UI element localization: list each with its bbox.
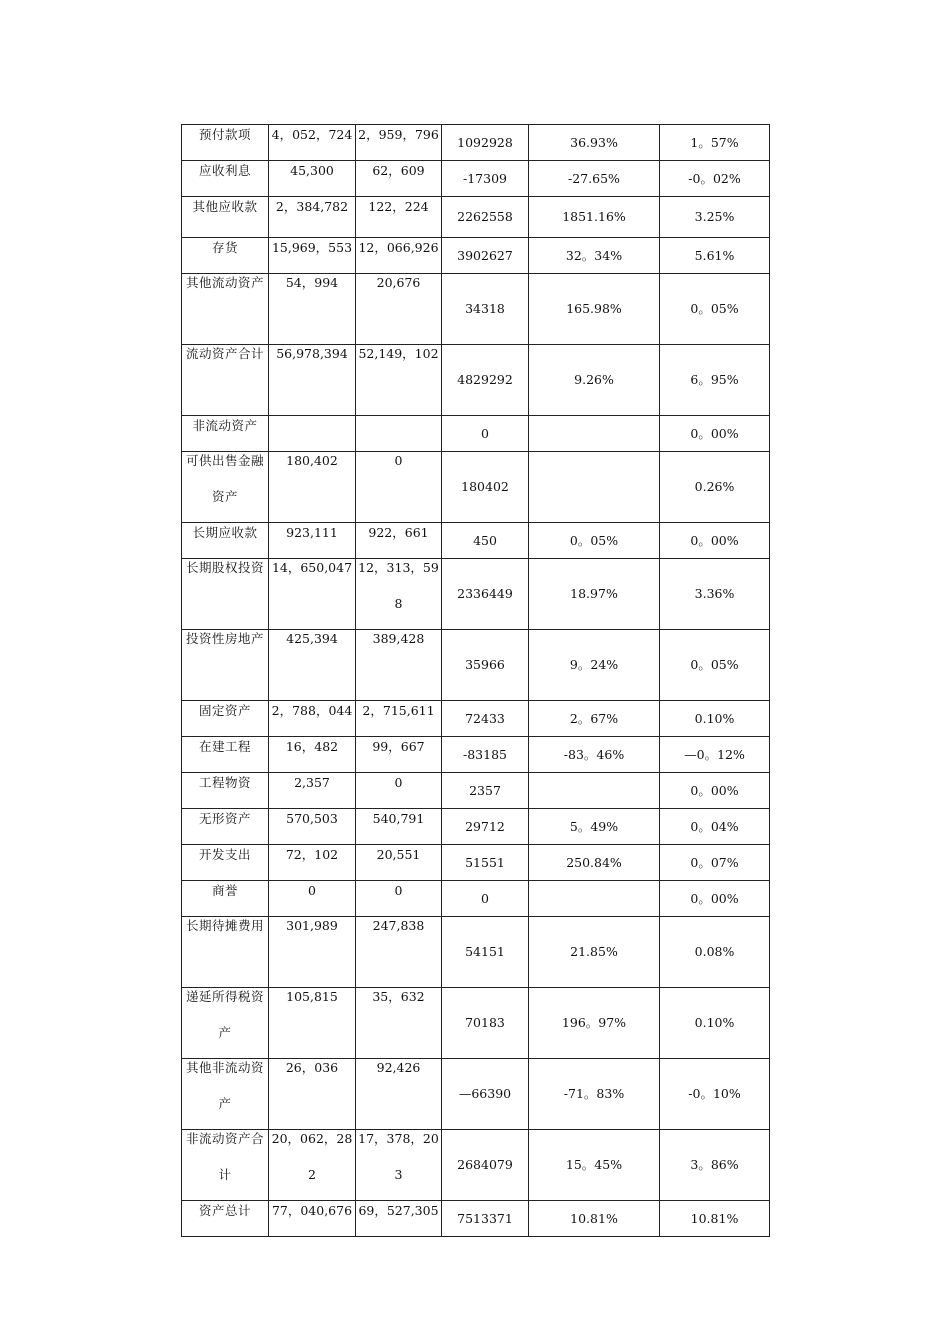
change-amount: 72433 <box>442 701 529 737</box>
change-amount: 0 <box>442 881 529 917</box>
item-name-text: 长期股权投资 <box>185 560 264 575</box>
item-name: 长期应收款 <box>182 523 269 559</box>
share-percent: 0.10% <box>660 988 770 1059</box>
share-percent: 3。86% <box>660 1130 770 1201</box>
share-percent: 10.81% <box>660 1201 770 1237</box>
value-prior <box>356 1130 442 1201</box>
value-current-text: 425,394 <box>286 631 338 646</box>
table-row <box>182 1201 770 1237</box>
change-amount: 4829292 <box>442 345 529 416</box>
value-current: 15,969，553 <box>269 238 356 274</box>
change-amount: 51551 <box>442 845 529 881</box>
change-amount: 2336449 <box>442 559 529 630</box>
table-row <box>182 1130 770 1201</box>
table-row <box>182 197 770 238</box>
change-percent <box>529 416 660 452</box>
change-percent: 15。45% <box>529 1130 660 1201</box>
change-percent: 9.26% <box>529 345 660 416</box>
item-name: 在建工程 <box>182 737 269 773</box>
table-row <box>182 701 770 737</box>
item-name-text: 其他流动资产 <box>185 275 264 290</box>
item-name <box>182 988 269 1059</box>
item-name-text: 递延所得税资产 <box>185 989 264 1040</box>
value-prior: 0 <box>356 773 442 809</box>
table-row <box>182 1059 770 1130</box>
change-amount: 2262558 <box>442 197 529 238</box>
value-prior-text: 0 <box>394 453 403 468</box>
change-percent: 2。67% <box>529 701 660 737</box>
value-current <box>269 1130 356 1201</box>
table-row <box>182 988 770 1059</box>
change-percent <box>529 881 660 917</box>
share-percent: 5.61% <box>660 238 770 274</box>
item-name <box>182 452 269 523</box>
value-prior: 20,551 <box>356 845 442 881</box>
table-body <box>182 125 770 1237</box>
table-row <box>182 274 770 345</box>
value-prior <box>356 345 442 416</box>
value-current-text: 26，036 <box>285 1060 339 1075</box>
value-current-text: 54，994 <box>285 275 339 290</box>
share-percent: 6。95% <box>660 345 770 416</box>
change-amount: 2684079 <box>442 1130 529 1201</box>
change-percent: -83。46% <box>529 737 660 773</box>
change-percent: 250.84% <box>529 845 660 881</box>
change-amount: 34318 <box>442 274 529 345</box>
item-name <box>182 630 269 701</box>
change-amount: 70183 <box>442 988 529 1059</box>
value-current-text: 301,989 <box>286 918 338 933</box>
table-row <box>182 452 770 523</box>
change-amount: —66390 <box>442 1059 529 1130</box>
change-amount: 180402 <box>442 452 529 523</box>
change-percent: 1851.16% <box>529 197 660 238</box>
change-percent: 10.81% <box>529 1201 660 1237</box>
change-percent: 21.85% <box>529 917 660 988</box>
change-percent <box>529 452 660 523</box>
share-percent: 1。57% <box>660 125 770 161</box>
value-prior <box>356 452 442 523</box>
value-prior-text: 20,676 <box>376 275 421 290</box>
value-prior <box>356 274 442 345</box>
share-percent: 0。00% <box>660 881 770 917</box>
item-name: 预付款项 <box>182 125 269 161</box>
value-prior: 12，066,926 <box>356 238 442 274</box>
change-percent: 36.93% <box>529 125 660 161</box>
value-prior: 540,791 <box>356 809 442 845</box>
share-percent: 0。07% <box>660 845 770 881</box>
share-percent: 3.25% <box>660 197 770 238</box>
value-current <box>269 1059 356 1130</box>
change-amount: 35966 <box>442 630 529 701</box>
value-current: 45,300 <box>269 161 356 197</box>
value-current <box>269 559 356 630</box>
value-prior: 2，959，796 <box>356 125 442 161</box>
change-percent: -27.65% <box>529 161 660 197</box>
item-name-text: 流动资产合计 <box>185 346 264 361</box>
value-prior-text: 52,149，102 <box>358 346 439 361</box>
value-prior-text: 35，632 <box>372 989 425 1004</box>
change-amount: 7513371 <box>442 1201 529 1237</box>
change-percent: 9。24% <box>529 630 660 701</box>
value-current <box>269 988 356 1059</box>
change-percent <box>529 773 660 809</box>
table-row <box>182 559 770 630</box>
change-percent: 5。49% <box>529 809 660 845</box>
item-name: 无形资产 <box>182 809 269 845</box>
value-prior <box>356 917 442 988</box>
item-name: 存货 <box>182 238 269 274</box>
share-percent: -0。10% <box>660 1059 770 1130</box>
change-amount: 29712 <box>442 809 529 845</box>
item-name-text: 非流动资产合计 <box>185 1131 264 1182</box>
table-row <box>182 917 770 988</box>
item-name-text: 可供出售金融资产 <box>185 453 264 504</box>
table-row <box>182 809 770 845</box>
table-row <box>182 737 770 773</box>
item-name: 固定资产 <box>182 701 269 737</box>
value-current: 2,357 <box>269 773 356 809</box>
value-prior <box>356 988 442 1059</box>
value-prior-text: 12，313，598 <box>358 560 439 611</box>
value-current <box>269 274 356 345</box>
item-name-text: 其他非流动资产 <box>185 1060 264 1111</box>
share-percent: 0.08% <box>660 917 770 988</box>
value-prior: 122，224 <box>356 197 442 238</box>
item-name <box>182 559 269 630</box>
value-prior-text: 17，378，203 <box>358 1131 439 1182</box>
share-percent: 0。00% <box>660 773 770 809</box>
value-current-text: 20，062，282 <box>271 1131 353 1182</box>
item-name <box>182 345 269 416</box>
change-amount: -17309 <box>442 161 529 197</box>
share-percent: 3.36% <box>660 559 770 630</box>
value-prior: 922，661 <box>356 523 442 559</box>
value-current: 77，040,676 <box>269 1201 356 1237</box>
value-prior: 69，527,305 <box>356 1201 442 1237</box>
value-current: 2，384,782 <box>269 197 356 238</box>
share-percent: -0。02% <box>660 161 770 197</box>
value-current: 2，788，044 <box>269 701 356 737</box>
change-percent: 18.97% <box>529 559 660 630</box>
table-row <box>182 345 770 416</box>
value-prior <box>356 1059 442 1130</box>
item-name: 工程物资 <box>182 773 269 809</box>
change-amount: 1092928 <box>442 125 529 161</box>
share-percent: 0。04% <box>660 809 770 845</box>
value-prior: 62，609 <box>356 161 442 197</box>
change-percent: 0。05% <box>529 523 660 559</box>
value-current-text: 56,978,394 <box>276 346 348 361</box>
value-current-text: 180,402 <box>286 453 338 468</box>
change-amount: 3902627 <box>442 238 529 274</box>
value-current <box>269 630 356 701</box>
change-percent: 32。34% <box>529 238 660 274</box>
change-percent: 196。97% <box>529 988 660 1059</box>
table-row <box>182 125 770 161</box>
value-prior-text: 92,426 <box>376 1060 421 1075</box>
change-amount: 0 <box>442 416 529 452</box>
item-name <box>182 274 269 345</box>
table-row <box>182 630 770 701</box>
change-amount: 54151 <box>442 917 529 988</box>
share-percent: 0.10% <box>660 701 770 737</box>
value-prior-text: 389,428 <box>372 631 425 646</box>
share-percent: 0。05% <box>660 630 770 701</box>
share-percent: 0.26% <box>660 452 770 523</box>
value-prior: 99，667 <box>356 737 442 773</box>
share-percent: —0。12% <box>660 737 770 773</box>
value-current: 16，482 <box>269 737 356 773</box>
value-prior: 0 <box>356 881 442 917</box>
item-name-text: 长期待摊费用 <box>185 918 264 933</box>
value-current-text: 14，650,047 <box>271 560 353 575</box>
item-name: 开发支出 <box>182 845 269 881</box>
value-current: 923,111 <box>269 523 356 559</box>
table-row <box>182 845 770 881</box>
change-percent: 165.98% <box>529 274 660 345</box>
item-name <box>182 917 269 988</box>
item-name: 资产总计 <box>182 1201 269 1237</box>
balance-sheet-table <box>181 124 770 1237</box>
value-current <box>269 345 356 416</box>
item-name: 应收利息 <box>182 161 269 197</box>
table-row <box>182 773 770 809</box>
value-current: 72，102 <box>269 845 356 881</box>
change-amount: 2357 <box>442 773 529 809</box>
value-current: 4，052，724 <box>269 125 356 161</box>
item-name <box>182 1130 269 1201</box>
value-current-text: 105,815 <box>286 989 338 1004</box>
change-amount: 450 <box>442 523 529 559</box>
value-current <box>269 917 356 988</box>
change-amount: -83185 <box>442 737 529 773</box>
value-prior <box>356 630 442 701</box>
value-current: 570,503 <box>269 809 356 845</box>
share-percent: 0。05% <box>660 274 770 345</box>
item-name <box>182 1059 269 1130</box>
share-percent: 0。00% <box>660 416 770 452</box>
table-row <box>182 161 770 197</box>
share-percent: 0。00% <box>660 523 770 559</box>
item-name-text: 投资性房地产 <box>185 631 264 646</box>
value-prior <box>356 559 442 630</box>
value-current: 0 <box>269 881 356 917</box>
value-prior: 2，715,611 <box>356 701 442 737</box>
value-current <box>269 452 356 523</box>
item-name: 非流动资产 <box>182 416 269 452</box>
item-name: 其他应收款 <box>182 197 269 238</box>
change-percent: -71。83% <box>529 1059 660 1130</box>
value-prior-text: 247,838 <box>372 918 425 933</box>
item-name: 商誉 <box>182 881 269 917</box>
